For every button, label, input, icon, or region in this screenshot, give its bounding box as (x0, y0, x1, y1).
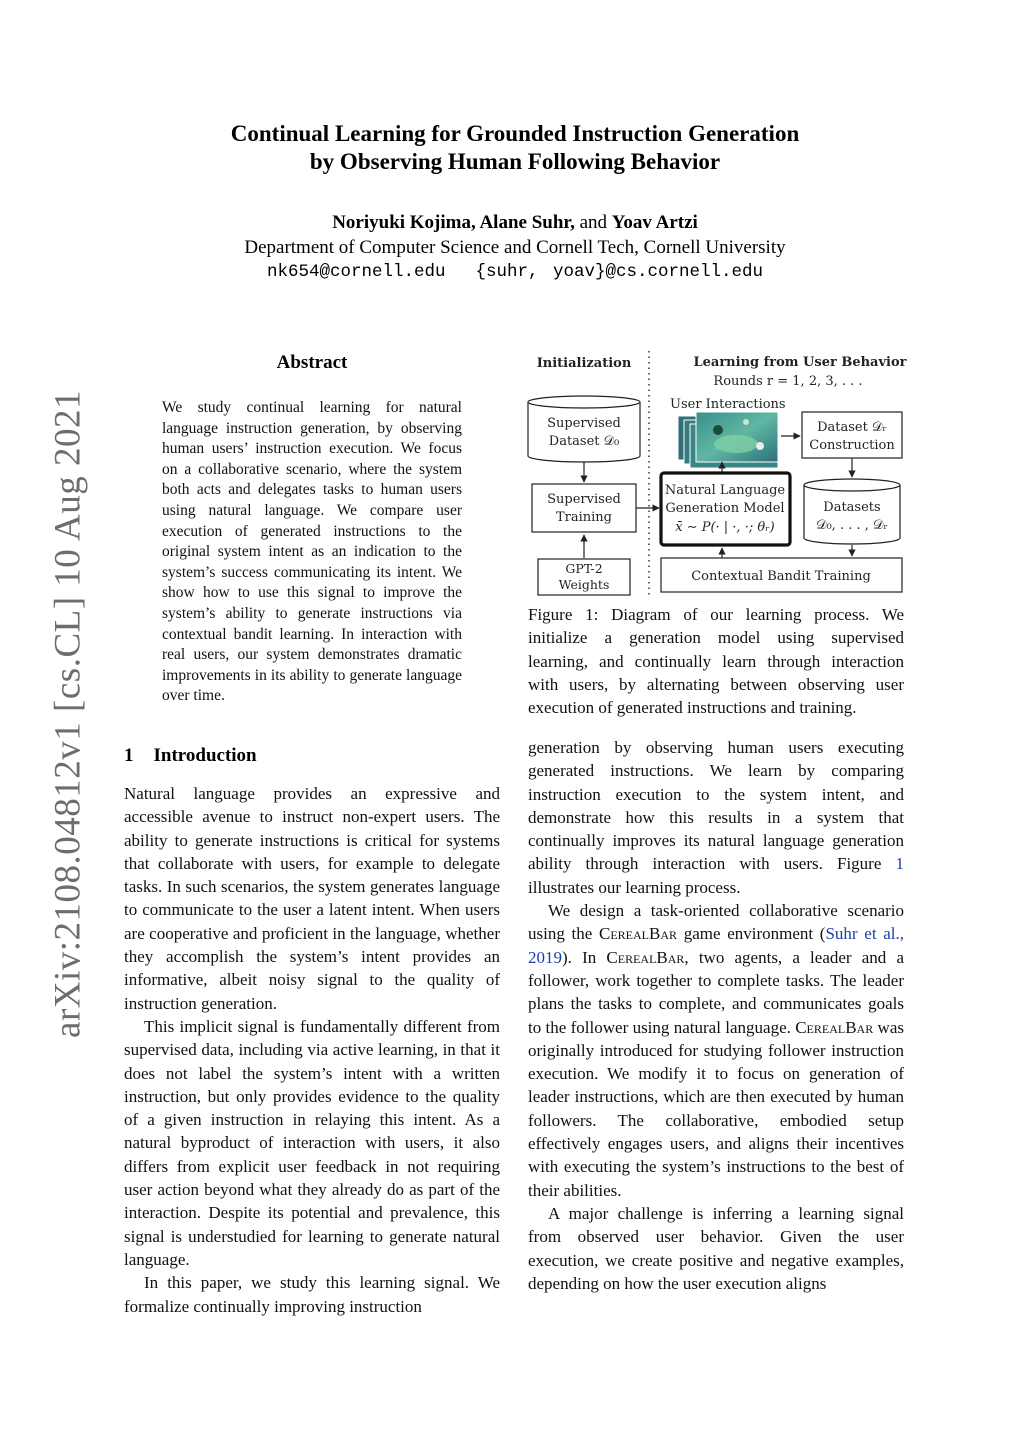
cerealbar-term: CerealBar (606, 947, 685, 967)
user-interactions-label: User Interactions (670, 397, 786, 412)
figure-init-label: Initialization (536, 356, 632, 371)
svg-text:𝒟₀, . . . , 𝒟ᵣ: 𝒟₀, . . . , 𝒟ᵣ (816, 518, 888, 533)
abstract-heading: Abstract (276, 352, 348, 373)
svg-text:Generation Model: Generation Model (665, 501, 785, 516)
figure-1-diagram (524, 346, 908, 600)
figure-learn-label: Learning from User Behavior (693, 355, 907, 370)
right-column-text (528, 736, 904, 1295)
email-1[interactable]: nk654@cornell.edu (266, 262, 446, 282)
intro-paragraph-1: Natural language provides an expressive and accessible avenue to instruct non-expert users. The ability to generate instructions is critical for systems that collaborate with users, for example to delegate tasks. In such scenarios, the system generates language to communicate to the user a latent intent. When users are cooperative and proficient in the language, whether they accomplish the system’s intent provides an informative, albeit noisy signal to the quality of instruction generation. (124, 784, 500, 1013)
supervised-dataset-node (528, 396, 640, 462)
arxiv-id: arXiv:2108.04812v1 [cs.CL] 10 Aug 2021 (47, 390, 89, 1038)
figure-1-caption: Figure 1: Diagram of our learning process. We initialize a generation model using supervised learning, and continually learn through interaction with users, by alternating between observing user execution of generated instructions and training. (528, 605, 904, 718)
svg-text:Dataset 𝒟ᵣ: Dataset 𝒟ᵣ (817, 420, 887, 435)
affiliation: Department of Computer Science and Cornell Tech, Cornell University (244, 237, 786, 258)
section-heading-introduction (124, 745, 257, 767)
svg-text:GPT-2: GPT-2 (565, 561, 603, 576)
contextual-bandit-node (661, 558, 902, 592)
author-emails (120, 262, 910, 282)
dataset-construction-node (802, 412, 902, 458)
right-paragraph-2: We design a task-oriented collaborative scenario using the CerealBar game environment (Suhr et al., 2019). In CerealBar, two agents, a leader and a follower, work together to complete tasks. The leader plans the tasks to complete, and communicates goals to the follower using natural language. CerealBar was originally introduced for studying follower instruction execution. We modify it to focus on generation of leader instructions, which are then executed by human followers. The collaborative, embodied setup effectively engages users, and aligns their incentives with executing the system’s instructions to the best of their abilities. (528, 901, 904, 1200)
intro-paragraph-3: In this paper, we study this learning signal. We formalize continually improving instruction (124, 1273, 500, 1316)
abstract-body: We study continual learning for natural language instruction generation, by observing human users’ instruction execution. We focus on a collaborative scenario, where the system both acts and delegates tasks to human users using natural language. We compare user execution of generated instructions to the original system intent as an indication to the system’s success communicating its intent. We show how to use this signal to improve the system’s ability to generate instructions via contextual bandit learning. In interaction with real users, our system demonstrates dramatic improvements in its ability to generate language over time. (162, 399, 462, 705)
svg-text:Construction: Construction (809, 438, 895, 453)
svg-text:x̄ ∼ P(· | ·, ·; θᵣ): x̄ ∼ P(· | ·, ·; θᵣ) (675, 520, 775, 535)
nlg-model-node (661, 473, 790, 545)
author-and: and (574, 212, 612, 233)
title-line-2: by Observing Human Following Behavior (309, 149, 721, 174)
cerealbar-term: CerealBar (795, 1017, 874, 1037)
svg-text:Natural Language: Natural Language (664, 483, 786, 498)
paper-title (120, 120, 910, 176)
title-line-1: Continual Learning for Grounded Instruction Generation (230, 121, 800, 146)
supervised-training-node (532, 484, 636, 532)
section-number: 1 (124, 745, 134, 766)
citation-suhr-2019[interactable]: Suhr et al., 2019 (528, 924, 904, 967)
svg-text:Weights: Weights (558, 577, 610, 592)
author-last: Yoav Artzi (611, 212, 698, 233)
svg-text:Supervised: Supervised (547, 416, 621, 431)
intro-paragraph-2: This implicit signal is fundamentally different from supervised data, including via active learning, in that it does not label the system’s intent with a written instruction, but only provides evidence to the quality of a given instruction in relaying this intent. As a natural byproduct of interaction with users, it also differs from explicit user feedback in not requiring user action beyond what they already do as part of the interaction. Despite its potential and prevalence, this signal is understudied for learning to generate natural language. (124, 1016, 500, 1269)
right-paragraph-1: generation by observing human users executing generated instructions. We learn by comparing instruction execution to the system intent, and demonstrate how this results in a system that continually improves its natural language generation ability through interaction with users. Figure 1 illustrates our learning process. (528, 738, 904, 897)
svg-text:Supervised: Supervised (547, 492, 621, 507)
svg-text:Contextual Bandit Training: Contextual Bandit Training (691, 569, 871, 584)
author-names: Noriyuki Kojima, Alane Suhr, (332, 212, 575, 233)
datasets-node (804, 479, 900, 544)
figure-rounds-label: Rounds r = 1, 2, 3, . . . (713, 374, 863, 389)
game-screenshots-image (678, 412, 778, 468)
svg-text:Training: Training (555, 510, 613, 525)
left-column-text (124, 782, 500, 1318)
svg-text:Datasets: Datasets (823, 500, 881, 515)
cerealbar-term: CerealBar (598, 924, 677, 944)
author-list (120, 212, 910, 234)
section-title: Introduction (153, 745, 257, 766)
email-2[interactable]: {suhr, yoav}@cs.cornell.edu (475, 262, 764, 282)
figure-1-link[interactable]: 1 (895, 854, 904, 874)
svg-text:Dataset 𝒟₀: Dataset 𝒟₀ (548, 434, 620, 449)
right-paragraph-3: A major challenge is inferring a learning signal from observed user behavior. Given the user execution, we create positive and negative examples, depending on how the user execution aligns (528, 1203, 904, 1293)
gpt2-weights-node (538, 559, 630, 595)
